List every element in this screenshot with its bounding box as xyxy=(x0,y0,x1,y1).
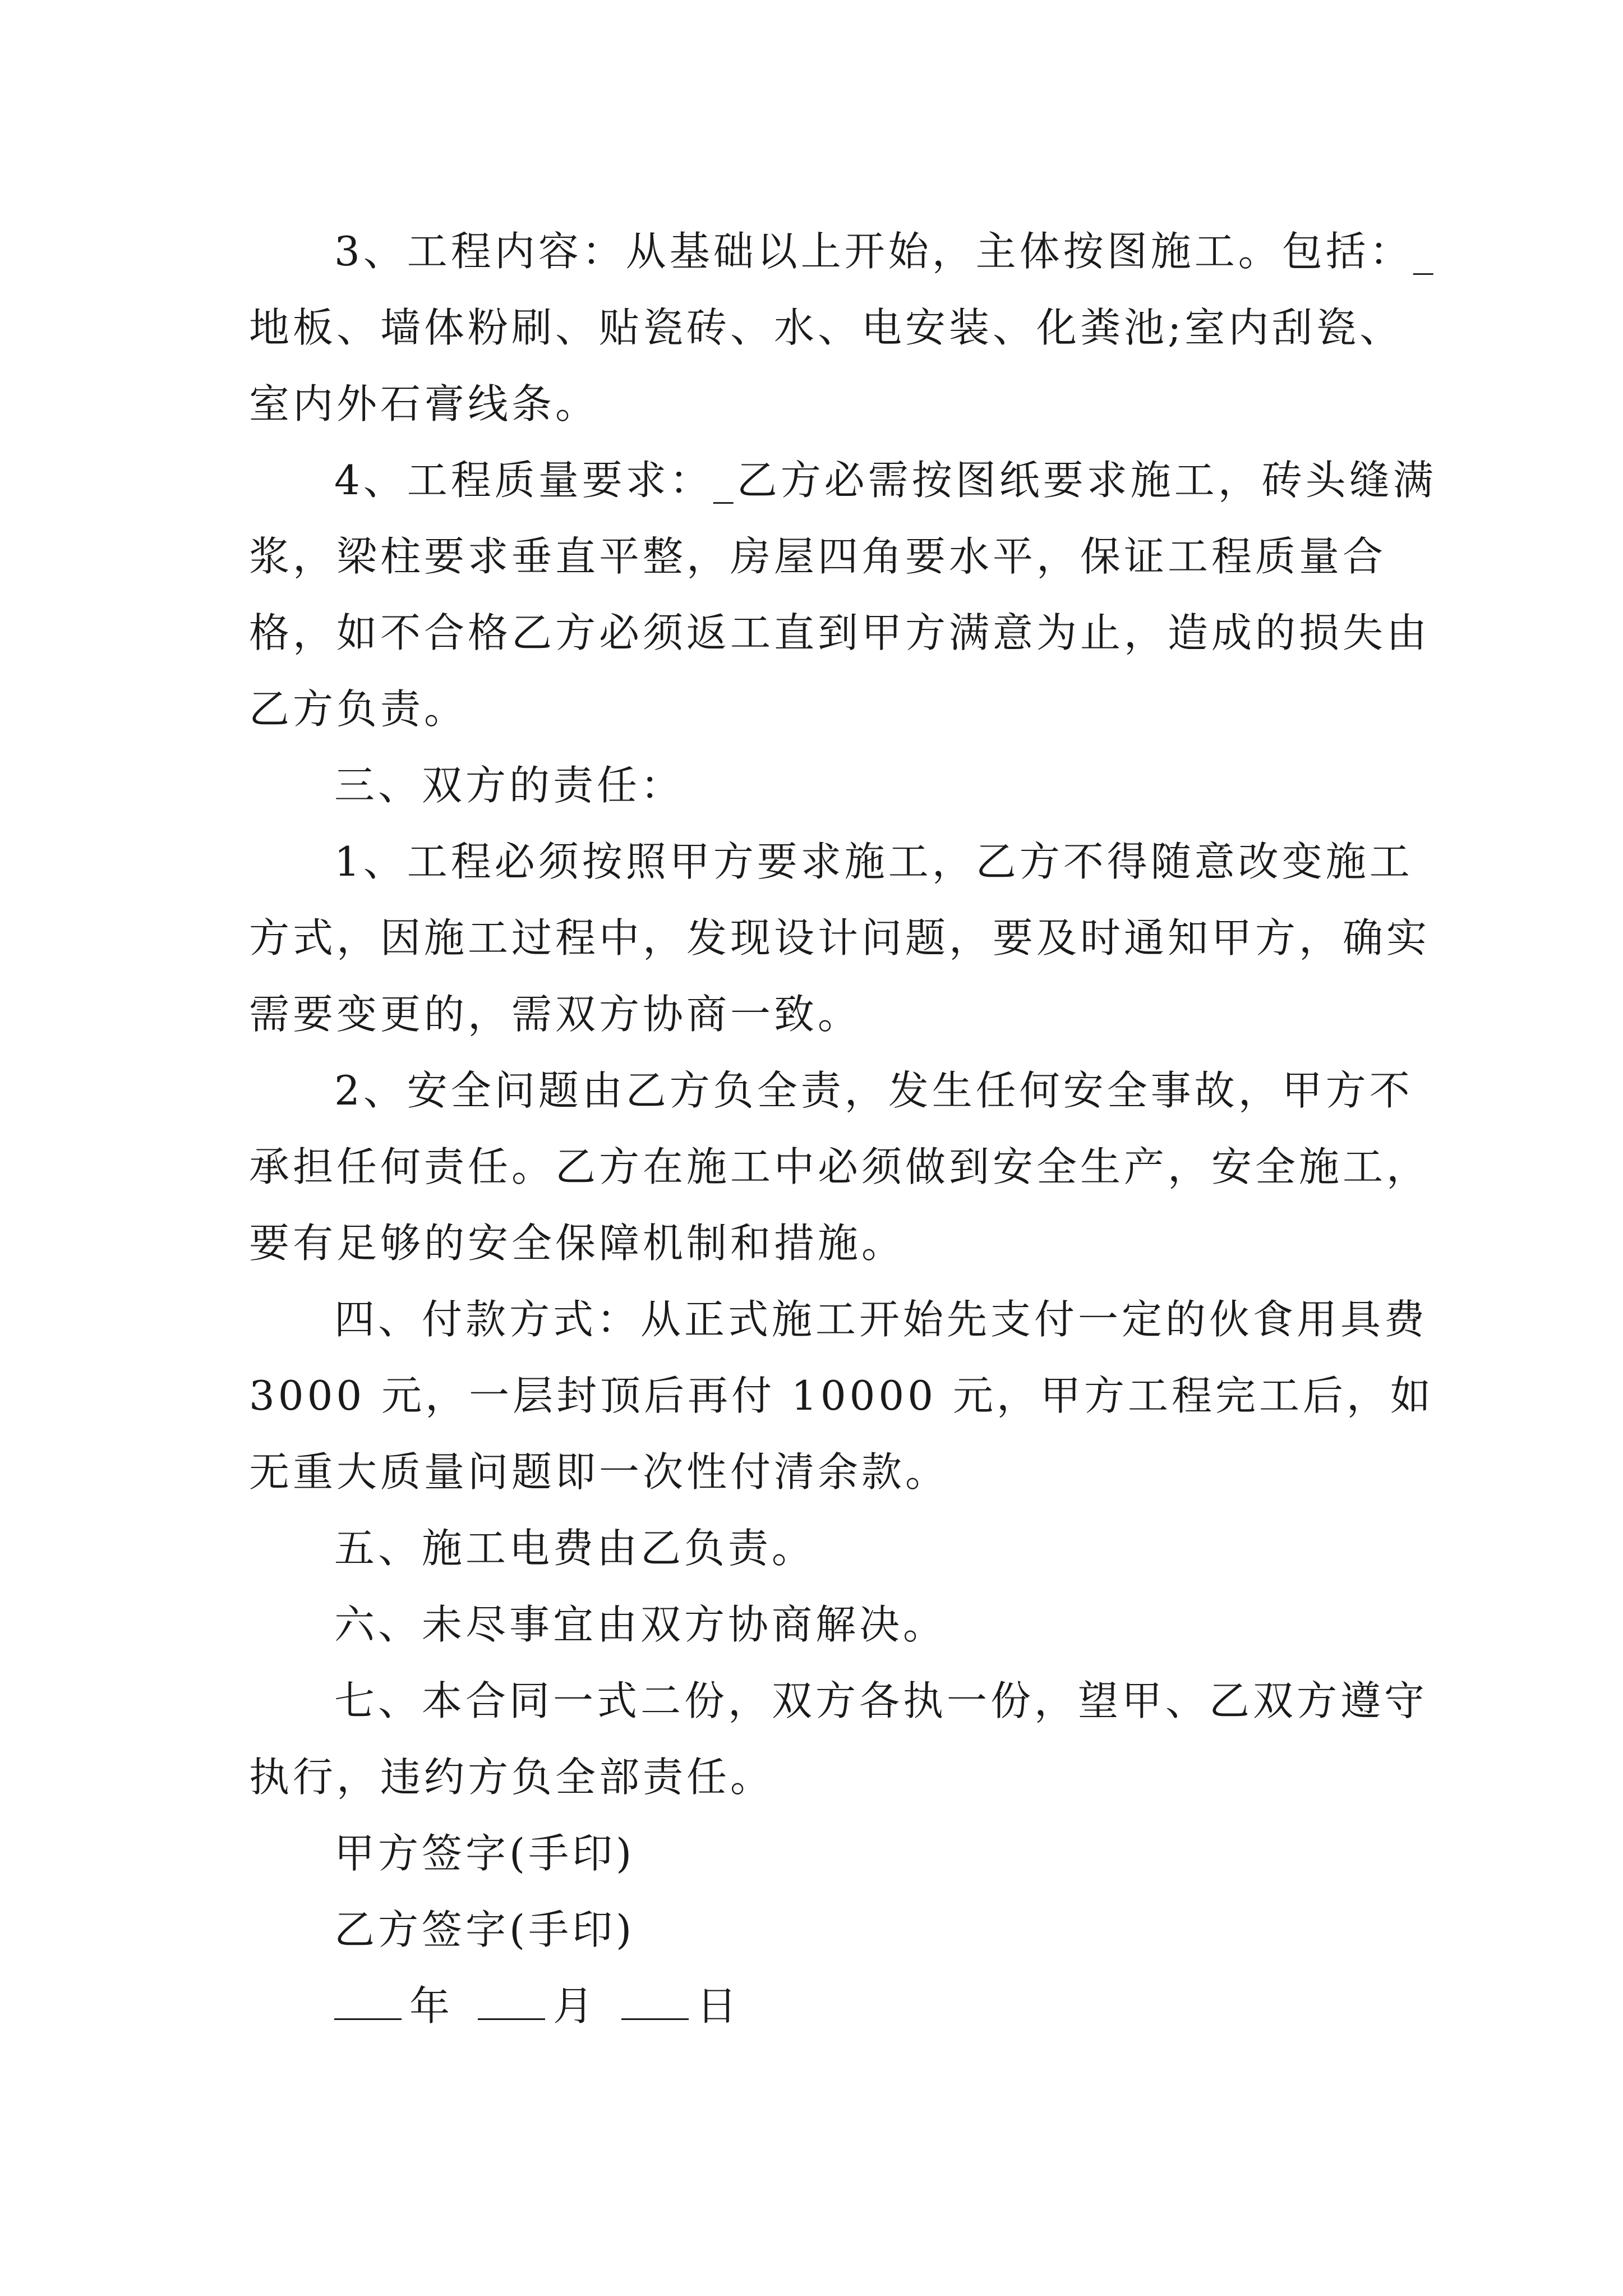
year-label: 年 xyxy=(409,1982,454,2030)
section-3-heading: 三、双方的责任： xyxy=(334,762,685,809)
month-label: 月 xyxy=(553,1982,597,2030)
party-b-signature: 乙方签字(手印) xyxy=(334,1906,635,1953)
month-blank xyxy=(478,1986,545,2020)
day-label: 日 xyxy=(697,1982,741,2030)
year-blank xyxy=(334,1986,402,2020)
section-6-negotiation: 六、未尽事宜由双方协商解决。 xyxy=(334,1601,947,1648)
responsibility-1: 1、工程必须按照甲方要求施工，乙方不得随意改变施工方式，因施工过程中，发现设计问题，要及时通知甲方，确实需要变更的，需双方协商一致。 xyxy=(249,838,1431,1038)
section-5-electricity: 五、施工电费由乙负责。 xyxy=(334,1525,816,1572)
party-a-signature: 甲方签字(手印) xyxy=(334,1830,635,1877)
responsibility-2: 2、安全问题由乙方负全责，发生任何安全事故，甲方不承担任何责任。乙方在施工中必须做到安全生产，安全施工，要有足够的安全保障机制和措施。 xyxy=(249,1067,1431,1267)
date-line xyxy=(249,1968,1444,2044)
clause-4-quality-requirements: 4、工程质量要求：_乙方必需按图纸要求施工，砖头缝满浆，梁柱要求垂直平整，房屋四角要水平，保证工程质量合格，如不合格乙方必须返工直到甲方满意为止，造成的损失由乙方负责。 xyxy=(249,457,1437,733)
clause-3-project-content: 3、工程内容：从基础以上开始，主体按图施工。包括：_地板、墙体粉刷、贴瓷砖、水、电安装、化粪池;室内刮瓷、室内外石膏线条。 xyxy=(249,228,1437,427)
document-body xyxy=(249,213,1444,2044)
day-blank xyxy=(621,1986,689,2020)
section-4-payment: 四、付款方式：从正式施工开始先支付一定的伙食用具费 3000 元，一层封顶后再付 10000 元，甲方工程完工后，如无重大质量问题即一次性付清余款。 xyxy=(249,1296,1434,1496)
section-7-copies: 七、本合同一式二份，双方各执一份，望甲、乙双方遵守执行，违约方负全部责任。 xyxy=(249,1677,1428,1801)
